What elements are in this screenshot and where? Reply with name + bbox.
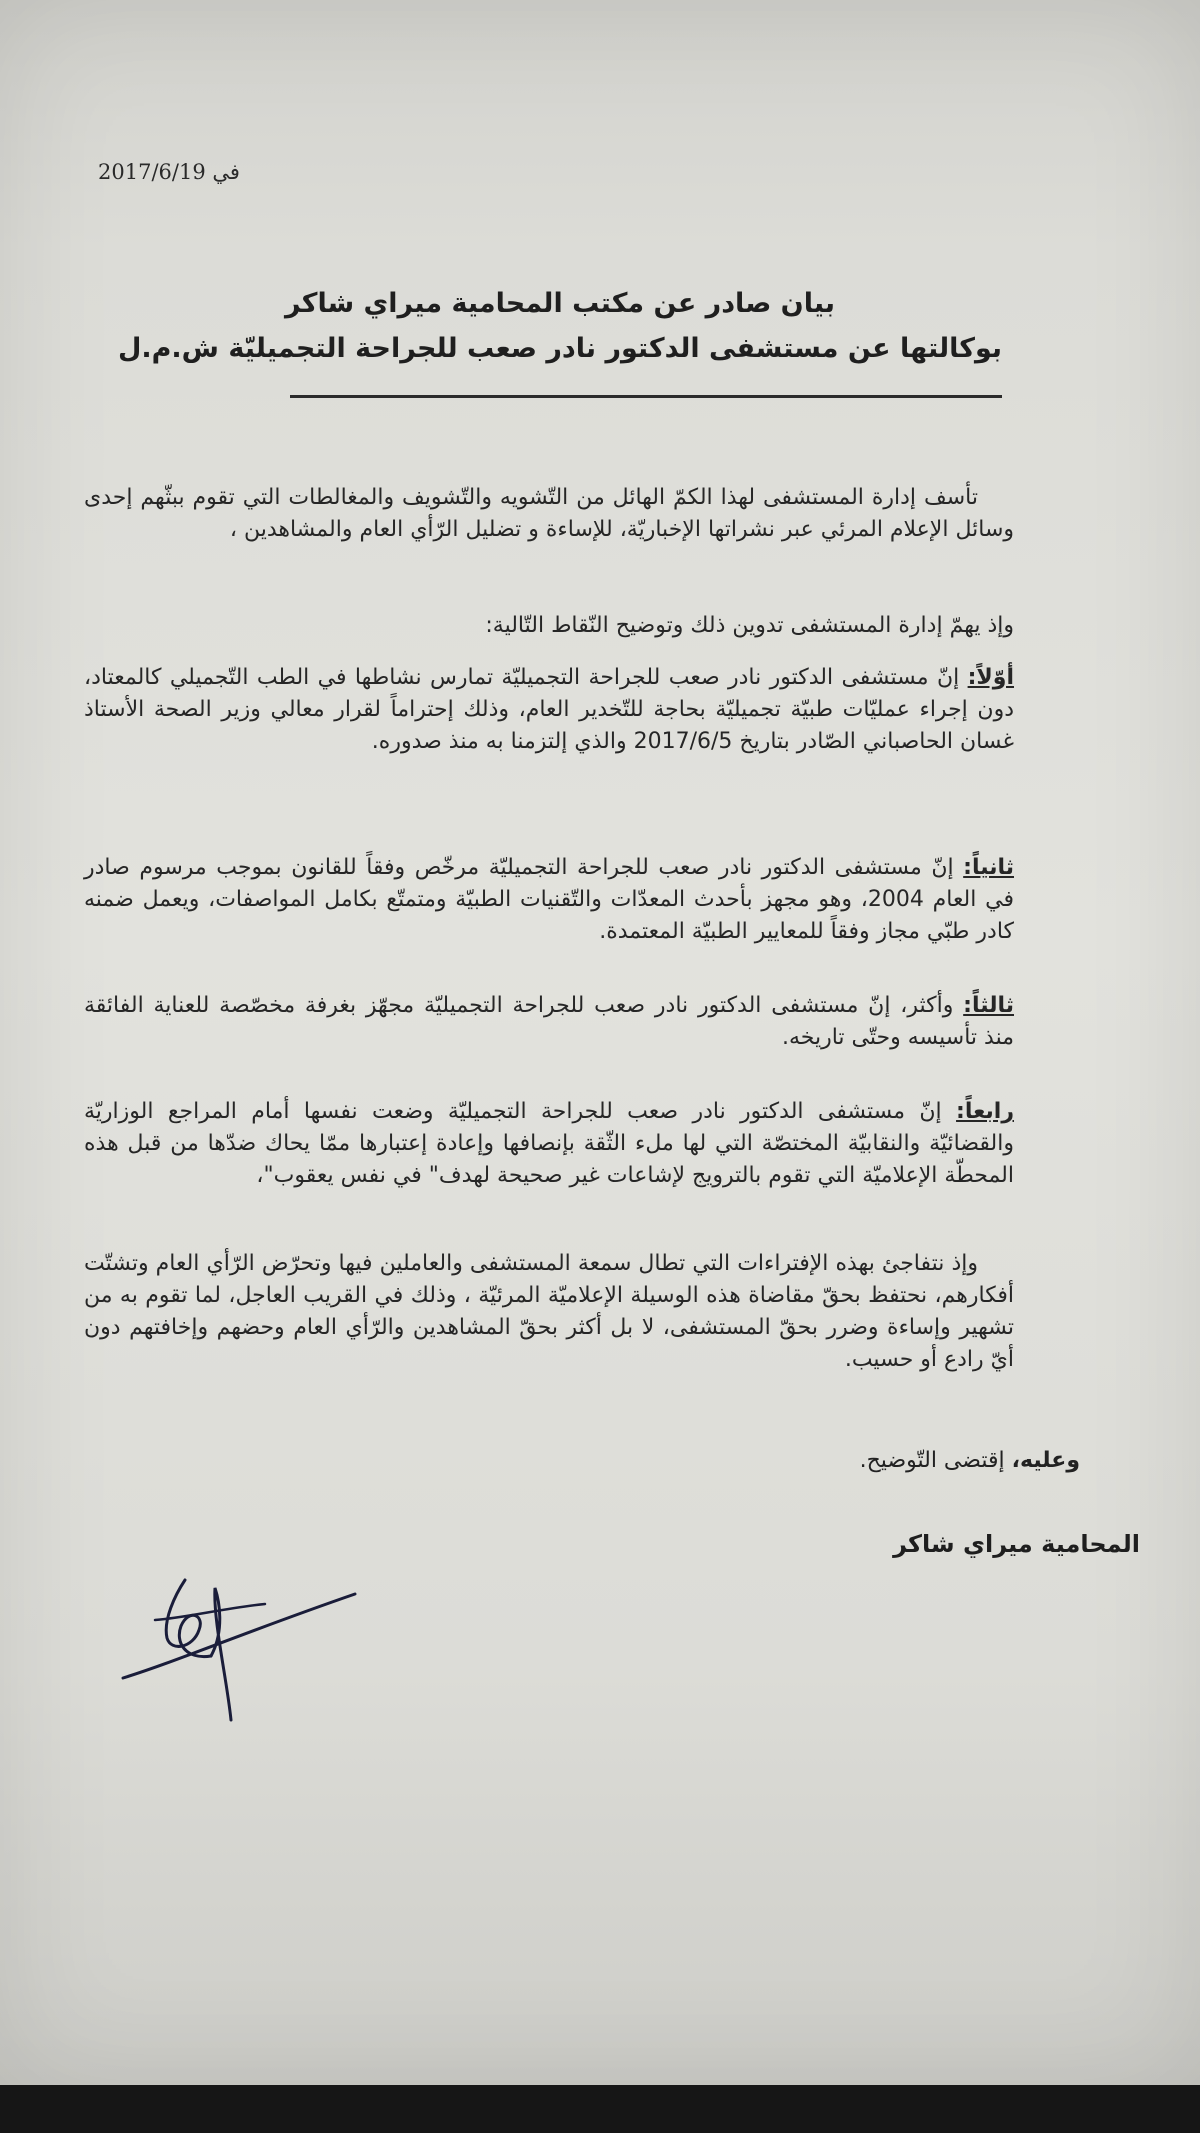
closing-lead: وعليه، <box>1011 1448 1080 1473</box>
point-third <box>84 990 1014 1054</box>
point-second <box>84 852 1014 948</box>
point-label: ثانياً: <box>963 855 1014 880</box>
handwritten-signature <box>115 1560 365 1725</box>
closing-text: إقتضى التّوضيح. <box>859 1448 1012 1473</box>
document-date: في 2017/6/19 <box>98 160 240 184</box>
point-text: إنّ مستشفى الدكتور نادر صعب للجراحة التجميليّة وضعت نفسها أمام المراجع الوزاريّة والقضائيّة والنقابيّة المختصّة التي لها ملء الثّقة بإنصافها وإعادة إعتبارها ممّا يحاك ضدّها من قبل هذه المحطّة الإعلاميّة التي تقوم بالترويج لإشاعات غير صحيحة لهدف" في نفس يعقوب"، <box>84 1099 1014 1188</box>
closing-line <box>600 1448 1080 1473</box>
intro-continuation: وإذ يهمّ إدارة المستشفى تدوين ذلك وتوضيح النّقاط التّالية: <box>485 613 1014 638</box>
bottom-dark-band <box>0 2085 1200 2133</box>
point-label: رابعاً: <box>956 1099 1014 1124</box>
point-first <box>84 662 1014 758</box>
statement-title: بيان صادر عن مكتب المحامية ميراي شاكر <box>284 288 836 319</box>
conclusion-paragraph: وإذ نتفاجئ بهذه الإفتراءات التي تطال سمعة المستشفى والعاملين فيها وتحرّض الرّأي العام وتشتّت أفكارهم، نحتفظ بحقّ مقاضاة هذه الوسيلة الإعلاميّة المرئيّة ، وذلك في القريب العاجل، لما تقوم به من تشهير وإساءة وضرر بحقّ المستشفى، لا بل أكثر بحقّ المشاهدين والرّأي العام وحضهم وإخافتهم دون أيّ رادع أو حسيب. <box>84 1251 1014 1372</box>
statement-subtitle: بوكالتها عن مستشفى الدكتور نادر صعب للجراحة التجميليّة ش.م.ل <box>117 333 1003 364</box>
point-fourth <box>84 1096 1014 1192</box>
intro-paragraph: تأسف إدارة المستشفى لهذا الكمّ الهائل من التّشويه والتّشويف والمغالطات التي تقوم ببثّهم إحدى وسائل الإعلام المرئي عبر نشراتها الإخباريّة، للإساءة و تضليل الرّأي العام والمشاهدين ، <box>84 485 1014 542</box>
title-underline <box>290 395 1002 398</box>
signer-name: المحامية ميراي شاكر <box>893 1530 1140 1558</box>
point-label: ثالثاً: <box>963 993 1014 1018</box>
point-text: إنّ مستشفى الدكتور نادر صعب للجراحة التجميليّة مرخّص وفقاً للقانون بموجب مرسوم صادر في العام 2004، وهو مجهز بأحدث المعدّات والتّقنيات الطبيّة ومتمتّع بكامل المواصفات، ويعمل ضمنه كادر طبّي مجاز وفقاً للمعايير الطبيّة المعتمدة. <box>84 855 1014 944</box>
point-label: أوّلاً: <box>967 665 1014 690</box>
point-text: إنّ مستشفى الدكتور نادر صعب للجراحة التجميليّة تمارس نشاطها في الطب التّجميلي كالمعتاد، دون إجراء عمليّات طبيّة تجميليّة بحاجة للتّخدير العام، وذلك إحتراماً لقرار معالي وزير الصحة الأستاذ غسان الحاصباني الصّادر بتاريخ 2017/6/5 والذي إلتزمنا به منذ صدوره. <box>84 665 1014 754</box>
point-text: وأكثر، إنّ مستشفى الدكتور نادر صعب للجراحة التجميليّة مجهّز بغرفة مخصّصة للعناية الفائقة منذ تأسيسه وحتّى تاريخه. <box>84 993 1014 1050</box>
